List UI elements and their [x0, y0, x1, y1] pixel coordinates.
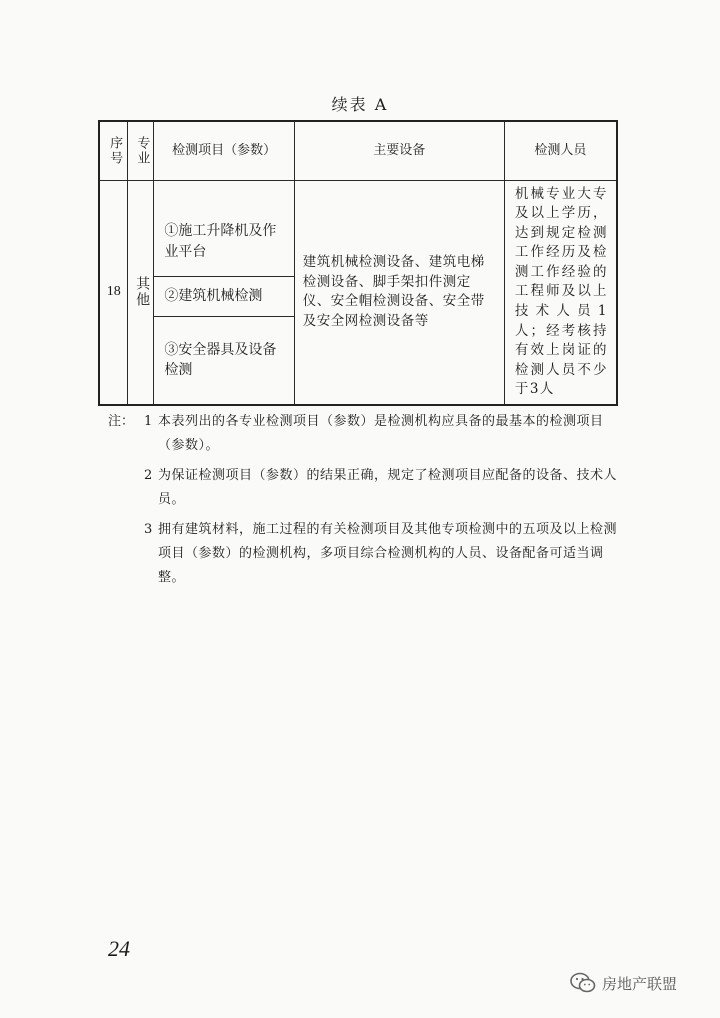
- note-index: 3: [144, 522, 153, 537]
- note-item: [108, 410, 628, 458]
- wechat-icon: [570, 972, 596, 994]
- notes-label: 注：: [108, 414, 135, 429]
- notes-section: [108, 410, 628, 590]
- note-text: 拥有建筑材料，施工过程的有关检测项目及其他专项检测中的五项及以上检测项目（参数）的检测机构，多项目综合检测机构的人员、设备配备可适当调整。: [158, 522, 618, 585]
- note-text: 为保证检测项目（参数）的结果正确，规定了检测项目应配备的设备、技术人员。: [158, 468, 618, 507]
- note-index: 1: [144, 414, 153, 429]
- item-3: ③安全器具及设备检测: [154, 317, 294, 405]
- header-staff: 检测人员: [504, 121, 617, 181]
- header-item: 检测项目（参数）: [154, 121, 294, 181]
- detection-table: [98, 120, 618, 406]
- row-staff: 机械专业大专及以上学历，达到规定检测工作经历及检测工作经验的工程师及以上技术人员1人；经考核持有效上岗证的检测人员不少于3人: [504, 181, 617, 405]
- header-equipment: 主要设备: [294, 121, 504, 181]
- watermark-text: 房地产联盟: [602, 974, 678, 993]
- note-item: [108, 518, 628, 590]
- note-index: 2: [144, 468, 153, 483]
- table-row: [99, 181, 617, 277]
- row-equipment: 建筑机械检测设备、建筑电梯检测设备、脚手架扣件测定仪、安全帽检测设备、安全带及安全网检测设备等: [294, 181, 504, 405]
- table-header-row: [99, 121, 617, 181]
- watermark: [570, 972, 677, 994]
- row-seq: 18: [99, 181, 128, 405]
- note-text: 本表列出的各专业检测项目（参数）是检测机构应具备的最基本的检测项目（参数）。: [158, 414, 604, 453]
- item-2: ②建筑机械检测: [154, 277, 294, 317]
- page-number: 24: [108, 936, 130, 961]
- note-item: [108, 464, 628, 512]
- row-major: 其他: [128, 181, 154, 405]
- header-seq: 序号: [99, 121, 128, 181]
- table-title: 续表 A: [331, 95, 389, 114]
- header-major: 专业: [128, 121, 154, 181]
- item-1: ①施工升降机及作业平台: [154, 181, 294, 277]
